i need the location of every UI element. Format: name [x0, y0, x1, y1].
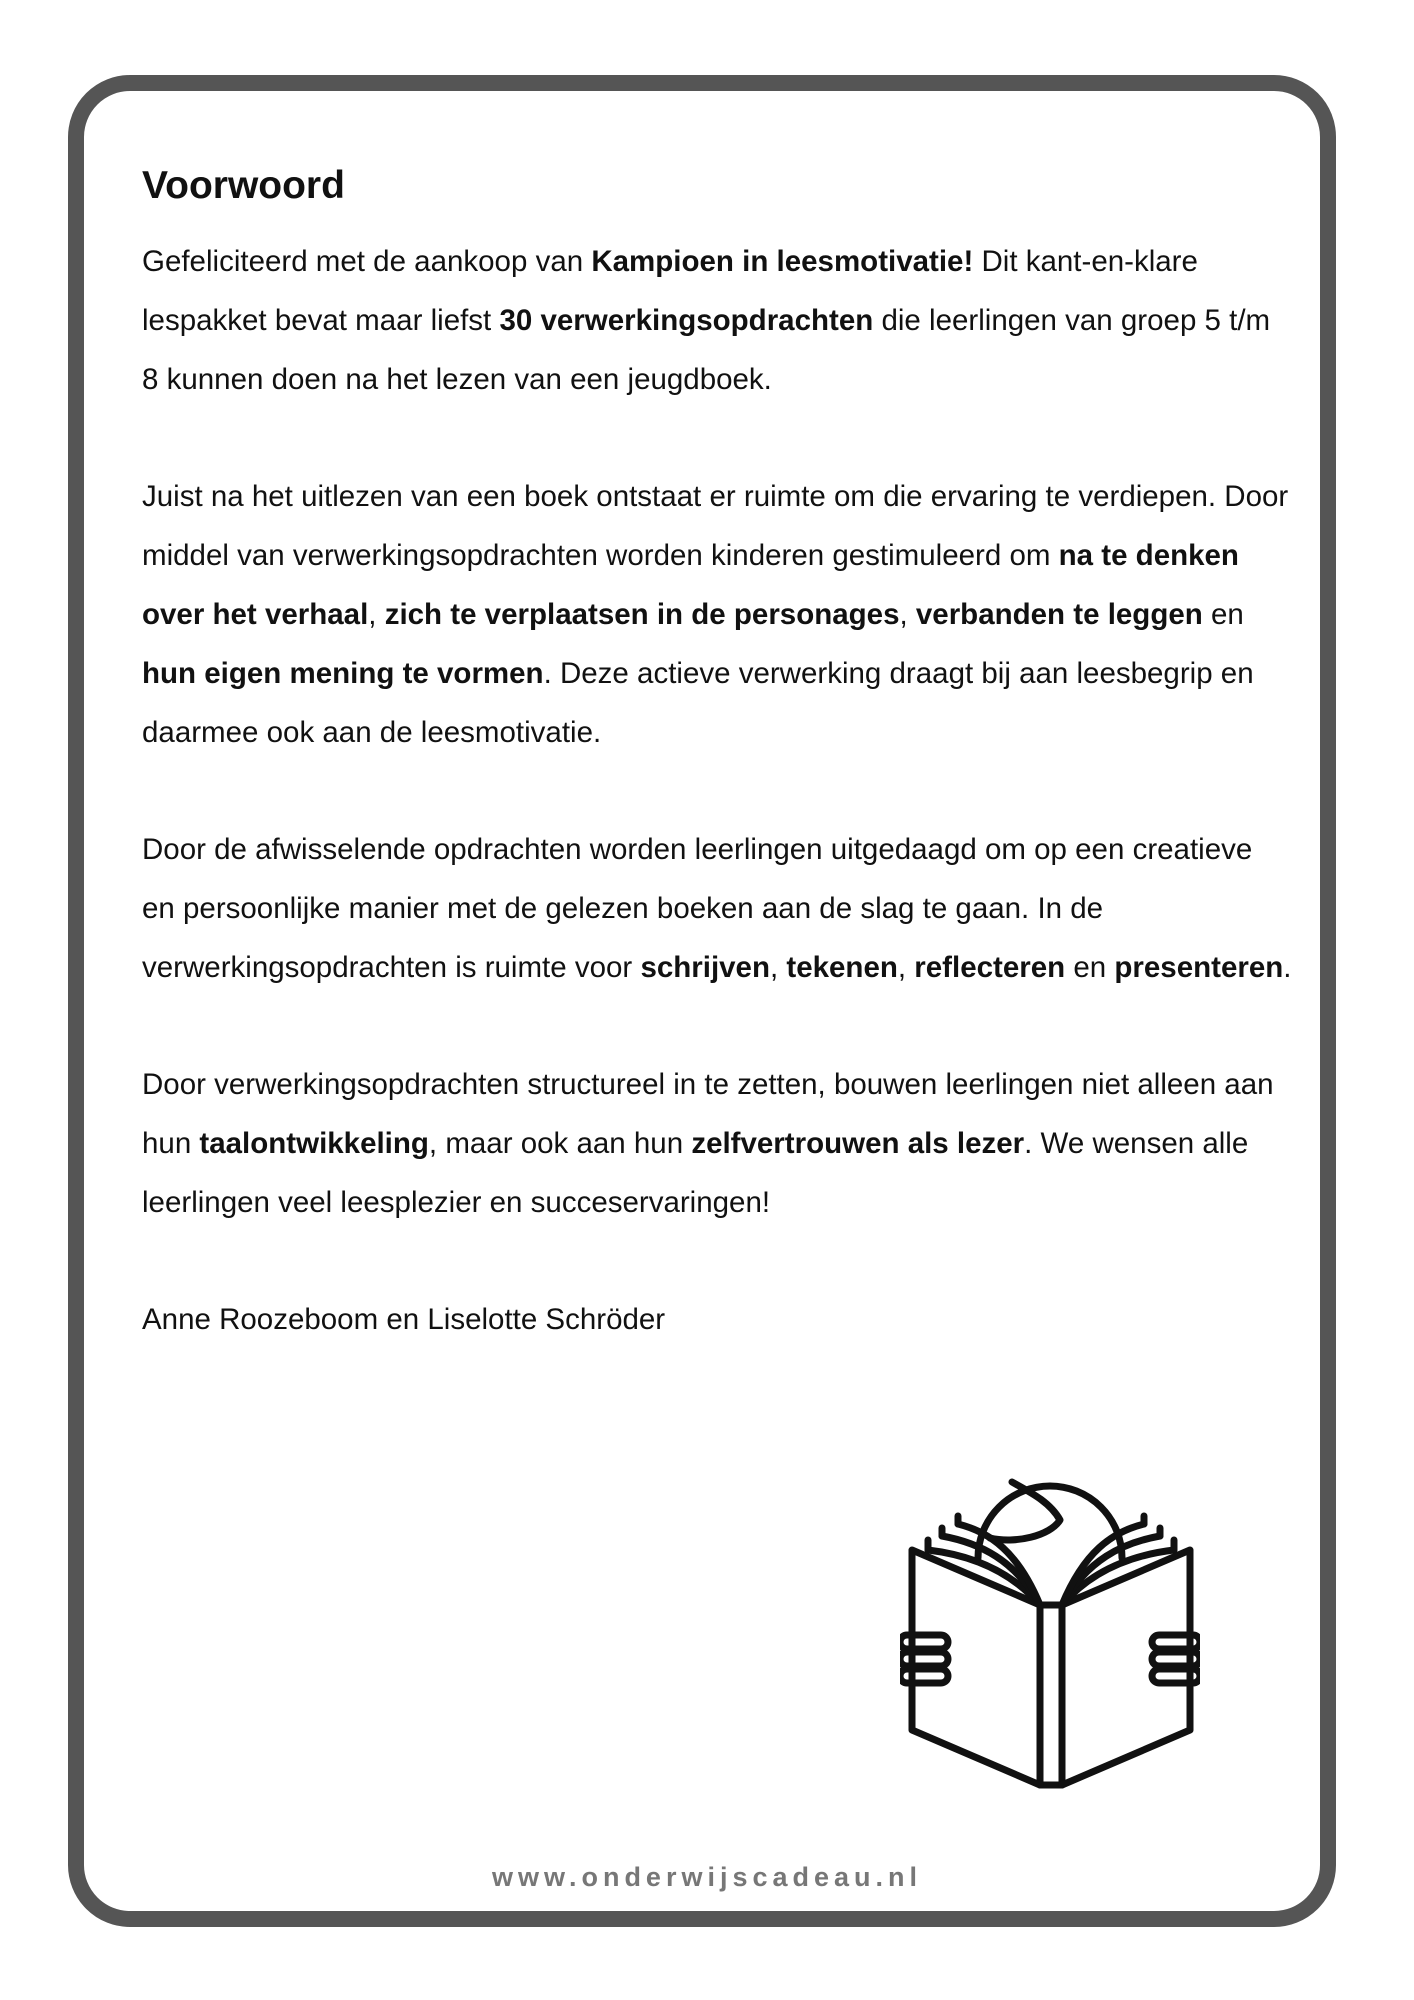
paragraph-assignments: [142, 820, 1292, 997]
footer-website: www.onderwijscadeau.nl: [491, 1862, 923, 1892]
page-title: Voorwoord: [142, 164, 345, 207]
bold-text: verbanden te leggen: [915, 598, 1203, 631]
paragraph-reflection: [142, 467, 1292, 762]
bold-text: taalontwikkeling: [199, 1127, 429, 1160]
bold-text: zich te verplaatsen in de personages: [384, 598, 900, 631]
text: Door verwerkingsopdrachten structureel in te zetten, bouwen leerlingen niet alleen aan hun: [142, 1068, 1274, 1160]
child-reading-book-icon: [900, 1440, 1200, 1795]
signature: Anne Roozeboom en Liselotte Schröder: [142, 1303, 666, 1336]
text: ,: [368, 598, 385, 631]
text: ,: [897, 951, 915, 984]
bold-text: Kampioen in leesmotivatie!: [591, 245, 974, 278]
bold-text: na te denken over het verhaal: [142, 539, 1239, 631]
content: [142, 160, 1292, 1349]
paragraph-intro: [142, 232, 1292, 409]
text: Juist na het uitlezen van een boek ontstaat er ruimte om die ervaring te verdiepen. Door middel van verwerkingsopdrachten worden kinderen gestimuleerd om: [142, 480, 1289, 572]
text: Door de afwisselende opdrachten worden leerlingen uitgedaagd om op een creatieve en persoonlijke manier met de gelezen boeken aan de slag te gaan. In de verwerkingsopdrachten is ruimte voor: [142, 833, 1253, 984]
text: . Deze actieve verwerking draagt bij aan leesbegrip en daarmee ook aan de leesmotivatie.: [142, 657, 1254, 749]
text: ,: [899, 598, 916, 631]
text: .: [1283, 951, 1292, 984]
text: en: [1202, 598, 1244, 631]
text: en: [1065, 951, 1115, 984]
bold-text: presenteren: [1114, 951, 1284, 984]
bold-text: tekenen: [786, 951, 898, 984]
bold-text: 30 verwerkingsopdrachten: [499, 304, 874, 337]
text: die leerlingen van groep 5 t/m 8 kunnen doen na het lezen van een jeugdboek.: [142, 304, 1271, 396]
text: Gefeliciteerd met de aankoop van: [142, 245, 592, 278]
text: ,: [769, 951, 787, 984]
text: . We wensen alle leerlingen veel leesplezier en succeservaringen!: [142, 1127, 1249, 1219]
bold-text: hun eigen mening te vormen: [142, 657, 544, 690]
bold-text: schrijven: [640, 951, 770, 984]
bold-text: reflecteren: [914, 951, 1066, 984]
paragraph-closing: [142, 1055, 1292, 1232]
text: , maar ook aan hun: [428, 1127, 692, 1160]
bold-text: zelfvertrouwen als lezer: [691, 1127, 1025, 1160]
text: Dit kant-en-klare lespakket bevat maar liefst: [142, 245, 1198, 337]
